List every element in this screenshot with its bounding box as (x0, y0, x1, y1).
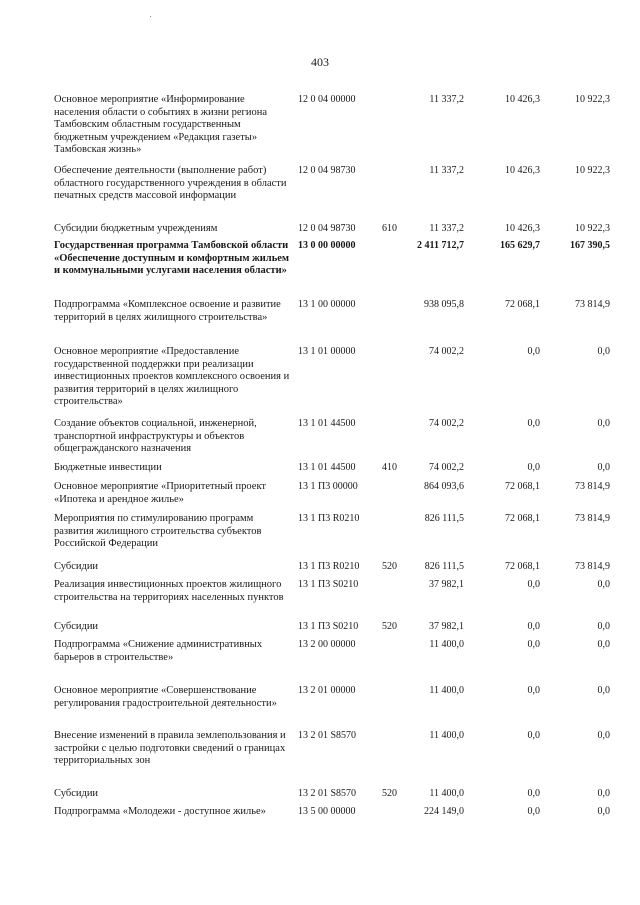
row-value-year-1: 37 982,1 (429, 579, 464, 590)
row-value-year-2: 10 426,3 (505, 223, 540, 234)
row-value-year-2: 165 629,7 (500, 240, 540, 251)
row-name: Подпрограмма «Молодежи - доступное жилье» (54, 806, 266, 817)
row-value-year-3: 73 814,9 (575, 513, 610, 524)
row-name: Внесение изменений в правила землепользования и застройки с целью подготовки сведений о границах территориальных зон (54, 730, 286, 766)
row-code: 13 2 01 S8570 (298, 788, 357, 799)
row-value-year-3: 73 814,9 (575, 299, 610, 310)
row-value-year-3: 0,0 (597, 621, 610, 632)
row-value-year-3: 0,0 (597, 346, 610, 357)
row-value-year-3: 0,0 (597, 806, 610, 817)
row-value-year-3: 0,0 (597, 418, 610, 429)
row-code: 12 0 04 00000 (298, 94, 356, 105)
row-value-year-2: 0,0 (527, 418, 540, 429)
row-code: 13 1 01 44500 (298, 418, 356, 429)
row-value-year-3: 10 922,3 (575, 165, 610, 176)
row-name: Государственная программа Тамбовской области «Обеспечение доступным и комфортным жильем и коммунальными услугами населения области» (54, 240, 290, 276)
row-value-year-1: 826 111,5 (424, 561, 464, 572)
row-value-year-1: 2 411 712,7 (417, 240, 464, 251)
row-name: Подпрограмма «Комплексное освоение и развитие территорий в целях жилищного строительства» (54, 299, 281, 323)
row-name: Реализация инвестиционных проектов жилищного строительства на территориях населенных пунктов (54, 579, 284, 603)
row-value-year-1: 74 002,2 (429, 462, 464, 473)
row-value-year-1: 74 002,2 (429, 346, 464, 357)
row-value-year-1: 826 111,5 (424, 513, 464, 524)
row-value-year-1: 224 149,0 (424, 806, 464, 817)
row-name: Обеспечение деятельности (выполнение работ) областного государственного учреждения в области печатных средств массовой информации (54, 165, 287, 201)
row-code: 12 0 04 98730 (298, 165, 356, 176)
row-value-year-2: 72 068,1 (505, 561, 540, 572)
row-value-year-3: 10 922,3 (575, 223, 610, 234)
row-value-year-2: 72 068,1 (505, 299, 540, 310)
row-name: Субсидии (54, 621, 99, 632)
row-expense-type: 610 (382, 223, 397, 234)
row-code: 13 0 00 00000 (298, 240, 356, 251)
row-value-year-2: 0,0 (527, 621, 540, 632)
row-code: 13 1 П3 S0210 (298, 579, 359, 590)
row-value-year-1: 11 400,0 (429, 730, 464, 741)
row-name: Субсидии (54, 788, 99, 799)
row-expense-type: 410 (382, 462, 397, 473)
row-code: 13 2 00 00000 (298, 639, 356, 650)
row-value-year-3: 0,0 (597, 462, 610, 473)
row-code: 13 1 01 44500 (298, 462, 356, 473)
row-value-year-2: 0,0 (527, 788, 540, 799)
row-name: Субсидии (54, 561, 99, 572)
row-name: Основное мероприятие «Приоритетный проект «Ипотека и арендное жилье» (54, 481, 267, 505)
row-value-year-3: 0,0 (597, 639, 610, 650)
row-value-year-3: 10 922,3 (575, 94, 610, 105)
row-value-year-2: 0,0 (527, 685, 540, 696)
row-name: Основное мероприятие «Предоставление государственной поддержки при реализации инвестиционных проектов комплексного освоения и развития территорий в целях жилищного строительства» (54, 346, 290, 407)
row-value-year-2: 72 068,1 (505, 481, 540, 492)
row-value-year-2: 0,0 (527, 730, 540, 741)
row-expense-type: 520 (382, 621, 397, 632)
row-value-year-3: 0,0 (597, 788, 610, 799)
row-value-year-1: 11 337,2 (429, 165, 464, 176)
row-code: 13 2 01 00000 (298, 685, 356, 696)
row-code: 13 1 П3 S0210 (298, 621, 359, 632)
page-number: 403 (311, 55, 329, 69)
row-value-year-2: 0,0 (527, 639, 540, 650)
row-name: Основное мероприятие «Совершенствование регулирования градостроительной деятельности» (54, 685, 277, 709)
row-value-year-3: 73 814,9 (575, 481, 610, 492)
row-value-year-3: 0,0 (597, 730, 610, 741)
row-value-year-2: 10 426,3 (505, 94, 540, 105)
row-name: Мероприятия по стимулированию программ развития жилищного строительства субъектов Российской Федерации (54, 513, 262, 549)
row-expense-type: 520 (382, 561, 397, 572)
row-value-year-3: 167 390,5 (570, 240, 610, 251)
row-name: Создание объектов социальной, инженерной, транспортной инфраструктуры и объектов общегражданского назначения (54, 418, 257, 454)
row-code: 13 1 01 00000 (298, 346, 356, 357)
row-code: 13 1 П3 R0210 (298, 513, 360, 524)
scan-speck (150, 16, 151, 17)
row-value-year-1: 11 337,2 (429, 94, 464, 105)
row-name: Субсидии бюджетным учреждениям (54, 223, 218, 234)
row-code: 13 2 01 S8570 (298, 730, 357, 741)
row-value-year-2: 72 068,1 (505, 513, 540, 524)
row-code: 13 1 П3 00000 (298, 481, 358, 492)
row-name: Бюджетные инвестиции (54, 462, 162, 473)
row-value-year-2: 0,0 (527, 806, 540, 817)
row-expense-type: 520 (382, 788, 397, 799)
row-code: 13 1 00 00000 (298, 299, 356, 310)
row-value-year-2: 10 426,3 (505, 165, 540, 176)
row-value-year-3: 0,0 (597, 685, 610, 696)
row-code: 12 0 04 98730 (298, 223, 356, 234)
row-value-year-2: 0,0 (527, 346, 540, 357)
row-value-year-3: 0,0 (597, 579, 610, 590)
row-value-year-1: 11 400,0 (429, 639, 464, 650)
row-value-year-1: 74 002,2 (429, 418, 464, 429)
row-code: 13 1 П3 R0210 (298, 561, 360, 572)
row-code: 13 5 00 00000 (298, 806, 356, 817)
row-value-year-1: 11 400,0 (429, 685, 464, 696)
row-name: Подпрограмма «Снижение административных барьеров в строительстве» (54, 639, 263, 663)
row-value-year-1: 11 400,0 (429, 788, 464, 799)
row-value-year-2: 0,0 (527, 462, 540, 473)
row-value-year-1: 11 337,2 (429, 223, 464, 234)
row-value-year-1: 37 982,1 (429, 621, 464, 632)
row-value-year-1: 864 093,6 (424, 481, 464, 492)
row-value-year-2: 0,0 (527, 579, 540, 590)
row-name: Основное мероприятие «Информирование населения области о событиях в жизни региона Тамбовским областным государственным бюджетным учреждением «Редакция газеты» Тамбовская жизнь» (54, 94, 267, 155)
row-value-year-1: 938 095,8 (424, 299, 464, 310)
row-value-year-3: 73 814,9 (575, 561, 610, 572)
